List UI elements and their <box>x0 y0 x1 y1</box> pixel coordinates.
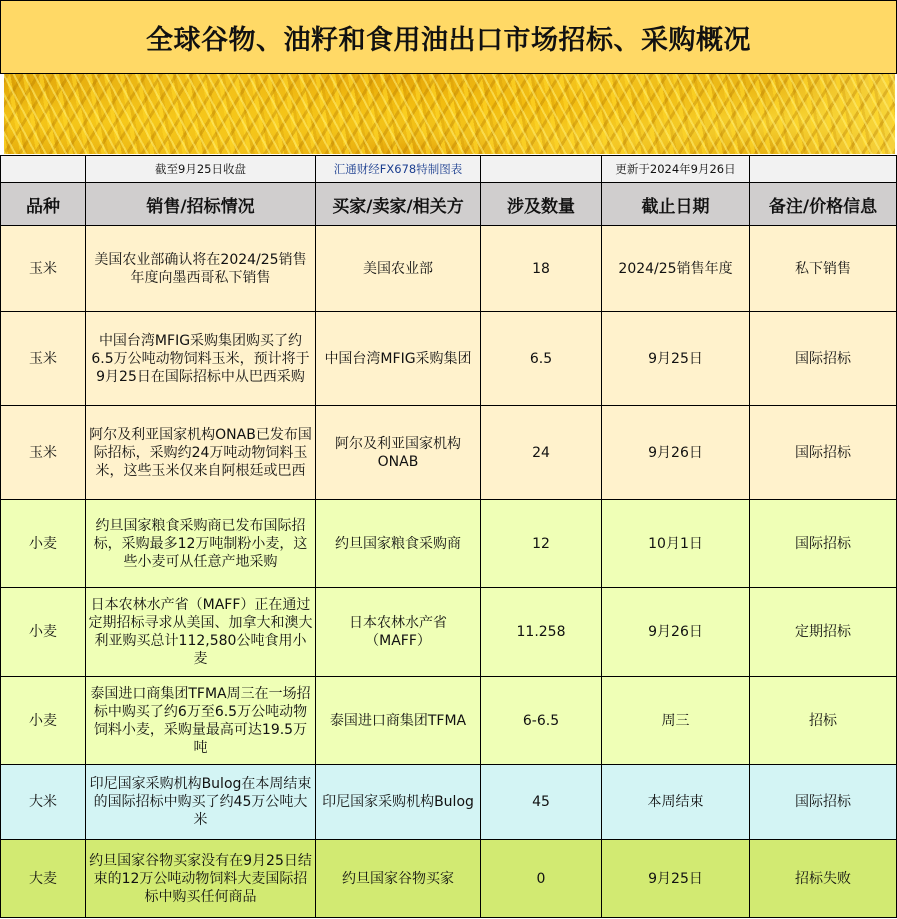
table-row <box>1 677 897 765</box>
deadline-cell: 9月25日 <box>602 840 750 918</box>
deadline-cell: 本周结束 <box>602 765 750 840</box>
table-row <box>1 312 897 406</box>
note-cell: 招标失败 <box>750 840 897 918</box>
party-cell: 约旦国家粮食采购商 <box>316 500 481 588</box>
column-header-party: 买家/卖家/相关方 <box>316 183 481 226</box>
note-cell: 国际招标 <box>750 312 897 406</box>
deadline-cell: 周三 <box>602 677 750 765</box>
column-header-note: 备注/价格信息 <box>750 183 897 226</box>
quantity-cell: 18 <box>481 226 602 312</box>
party-cell: 印尼国家采购机构Bulog <box>316 765 481 840</box>
quantity-cell: 45 <box>481 765 602 840</box>
variety-cell: 玉米 <box>1 226 86 312</box>
column-header-variety: 品种 <box>1 183 86 226</box>
close-date-note: 截至9月25日收盘 <box>86 156 316 183</box>
variety-cell: 玉米 <box>1 406 86 500</box>
table-row <box>1 765 897 840</box>
party-cell: 约旦国家谷物买家 <box>316 840 481 918</box>
table-row <box>1 226 897 312</box>
quantity-cell: 11.258 <box>481 588 602 677</box>
description-cell: 中国台湾MFIG采购集团购买了约6.5万公吨动物饲料玉米，预计将于9月25日在国际招标中从巴西采购 <box>86 312 316 406</box>
subheader-cell <box>750 156 897 183</box>
update-date-note: 更新于2024年9月26日 <box>602 156 750 183</box>
party-cell: 中国台湾MFIG采购集团 <box>316 312 481 406</box>
description-cell: 约旦国家粮食采购商已发布国际招标，采购最多12万吨制粉小麦，这些小麦可从任意产地采购 <box>86 500 316 588</box>
variety-cell: 小麦 <box>1 588 86 677</box>
deadline-cell: 9月25日 <box>602 312 750 406</box>
column-header-deadline: 截止日期 <box>602 183 750 226</box>
variety-cell: 玉米 <box>1 312 86 406</box>
note-cell: 国际招标 <box>750 406 897 500</box>
description-cell: 阿尔及利亚国家机构ONAB已发布国际招标，采购约24万吨动物饲料玉米，这些玉米仅来自阿根廷或巴西 <box>86 406 316 500</box>
party-cell: 日本农林水产省（MAFF） <box>316 588 481 677</box>
subheader-cell <box>481 156 602 183</box>
party-cell: 阿尔及利亚国家机构ONAB <box>316 406 481 500</box>
note-cell: 私下销售 <box>750 226 897 312</box>
subheader-row <box>1 156 897 183</box>
deadline-cell: 10月1日 <box>602 500 750 588</box>
quantity-cell: 24 <box>481 406 602 500</box>
description-cell: 泰国进口商集团TFMA周三在一场招标中购买了约6万至6.5万公吨动物饲料小麦，采购量最高可达19.5万吨 <box>86 677 316 765</box>
party-cell: 美国农业部 <box>316 226 481 312</box>
quantity-cell: 6.5 <box>481 312 602 406</box>
quantity-cell: 6-6.5 <box>481 677 602 765</box>
table-row <box>1 840 897 918</box>
table-row <box>1 406 897 500</box>
table-row <box>1 500 897 588</box>
variety-cell: 大米 <box>1 765 86 840</box>
note-cell: 国际招标 <box>750 765 897 840</box>
page-title: 全球谷物、油籽和食用油出口市场招标、采购概况 <box>146 24 751 56</box>
note-cell: 定期招标 <box>750 588 897 677</box>
variety-cell: 大麦 <box>1 840 86 918</box>
table-row <box>1 588 897 677</box>
deadline-cell: 2024/25销售年度 <box>602 226 750 312</box>
description-cell: 日本农林水产省（MAFF）正在通过定期招标寻求从美国、加拿大和澳大利亚购买总计112,580公吨食用小麦 <box>86 588 316 677</box>
column-header-description: 销售/招标情况 <box>86 183 316 226</box>
column-header-quantity: 涉及数量 <box>481 183 602 226</box>
variety-cell: 小麦 <box>1 500 86 588</box>
variety-cell: 小麦 <box>1 677 86 765</box>
title-bar <box>0 0 897 74</box>
description-cell: 约旦国家谷物买家没有在9月25日结束的12万公吨动物饲料大麦国际招标中购买任何商品 <box>86 840 316 918</box>
wheat-banner-image <box>4 74 895 154</box>
note-cell: 招标 <box>750 677 897 765</box>
quantity-cell: 0 <box>481 840 602 918</box>
deadline-cell: 9月26日 <box>602 588 750 677</box>
party-cell: 泰国进口商集团TFMA <box>316 677 481 765</box>
description-cell: 印尼国家采购机构Bulog在本周结束的国际招标中购买了约45万公吨大米 <box>86 765 316 840</box>
column-header-row <box>1 183 897 226</box>
chart-source-note: 汇通财经FX678特制图表 <box>316 156 481 183</box>
subheader-cell <box>1 156 86 183</box>
quantity-cell: 12 <box>481 500 602 588</box>
deadline-cell: 9月26日 <box>602 406 750 500</box>
description-cell: 美国农业部确认将在2024/25销售年度向墨西哥私下销售 <box>86 226 316 312</box>
tender-table <box>0 155 897 918</box>
note-cell: 国际招标 <box>750 500 897 588</box>
